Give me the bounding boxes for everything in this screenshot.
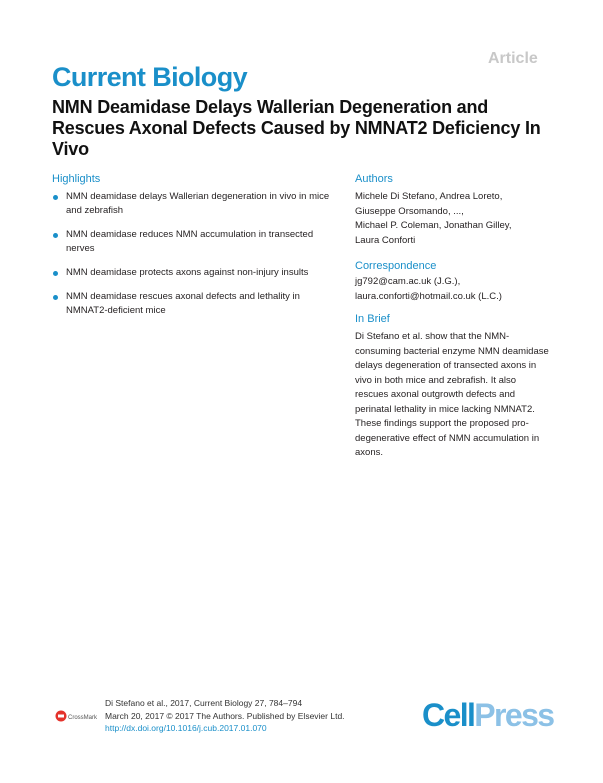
highlight-item — [52, 290, 342, 318]
in-brief-text: Di Stefano et al. show that the NMN-consuming bacterial enzyme NMN deamidase delays degeneration of transected axons in vivo in both mice and zebrafish. It also rescues axonal outgrowth defects and perinatal lethality in mice lacking NMNAT2. These findings support the proposed pro-degenerative effect of NMN accumulation in axons. — [355, 331, 549, 458]
bullet-icon — [53, 271, 58, 276]
highlight-item — [52, 266, 342, 280]
journal-name: Current Biology — [52, 62, 248, 92]
authors-list — [355, 190, 565, 248]
highlight-item — [52, 228, 342, 256]
author-line: Giuseppe Orsomando, ..., — [355, 205, 464, 217]
bullet-icon — [53, 233, 58, 238]
highlight-text: NMN deamidase rescues axonal defects and lethality in NMNAT2-deficient mice — [66, 291, 300, 316]
highlight-item — [52, 190, 342, 218]
copyright-line: March 20, 2017 © 2017 The Authors. Published by Elsevier Ltd. — [105, 710, 345, 721]
author-line: Michael P. Coleman, Jonathan Gilley, — [355, 220, 512, 231]
citation-line: Di Stefano et al., 2017, Current Biology 27, 784–794 — [105, 698, 303, 708]
bullet-icon — [53, 195, 58, 200]
correspondence-email[interactable]: laura.conforti@hotmail.co.uk (L.C.) — [355, 290, 502, 302]
in-brief-heading: In Brief — [355, 313, 390, 325]
highlights-heading: Highlights — [52, 173, 101, 185]
crossmark-icon[interactable] — [55, 710, 101, 722]
cell-press-logo — [422, 697, 554, 734]
highlights-list — [52, 190, 342, 328]
author-line: Michele Di Stefano, Andrea Loreto, — [355, 191, 503, 202]
highlight-text: NMN deamidase reduces NMN accumulation in transected nerves — [66, 229, 314, 254]
paper-title: NMN Deamidase Delays Wallerian Degeneration and Rescues Axonal Defects Caused by NMNAT2 Deficiency In Vivo — [52, 97, 541, 159]
correspondence-email[interactable]: jg792@cam.ac.uk (J.G.), — [355, 276, 461, 287]
highlight-text: NMN deamidase delays Wallerian degeneration in vivo in mice and zebrafish — [66, 191, 330, 216]
article-type-label: Article — [488, 50, 538, 67]
authors-heading: Authors — [355, 173, 393, 185]
correspondence-heading: Correspondence — [355, 260, 437, 272]
citation-block — [105, 697, 345, 735]
crossmark-label: CrossMark — [68, 715, 98, 721]
author-line: Laura Conforti — [355, 234, 416, 246]
highlight-text: NMN deamidase protects axons against non-injury insults — [66, 267, 309, 278]
correspondence-block — [355, 275, 565, 304]
logo-cell: Cell — [422, 697, 475, 733]
doi-link[interactable]: http://dx.doi.org/10.1016/j.cub.2017.01.070 — [105, 723, 267, 733]
logo-press: Press — [474, 697, 554, 733]
bullet-icon — [53, 295, 58, 300]
